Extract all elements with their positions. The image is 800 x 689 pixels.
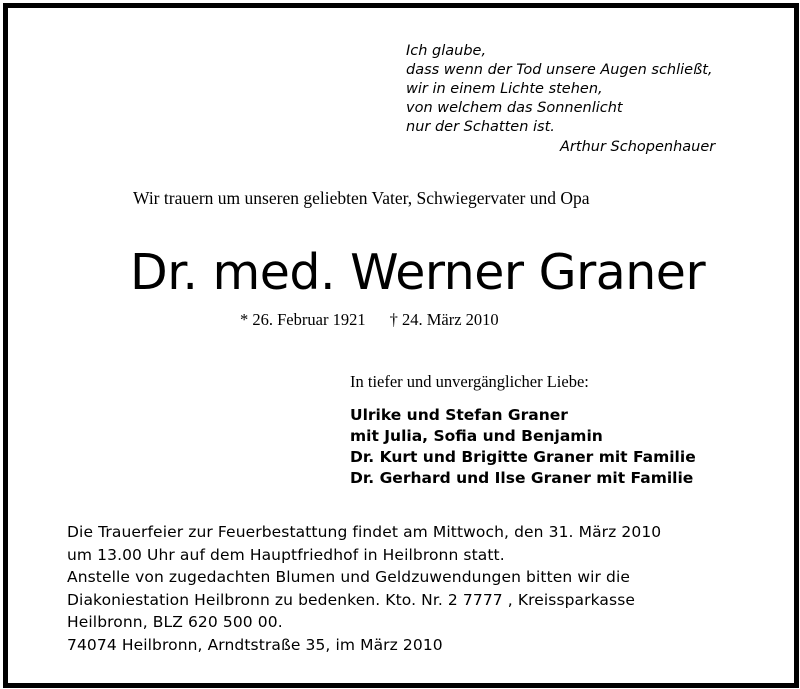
family-line: Ulrike und Stefan Graner: [350, 406, 568, 424]
footer-line: Heilbronn, BLZ 620 500 00.: [67, 613, 283, 631]
obituary-frame: [3, 3, 799, 688]
footer-line: Diakoniestation Heilbronn zu bedenken. Kto. Nr. 2 7777 , Kreissparkasse: [67, 590, 636, 609]
love-line: In tiefer und unvergänglicher Liebe:: [350, 372, 589, 391]
intro-text: Wir trauern um unseren geliebten Vater, Schwiegervater und Opa: [133, 188, 590, 208]
quote-line: von welchem das Sonnenlicht: [406, 100, 623, 116]
birth-date: * 26. Februar 1921: [240, 310, 366, 329]
footer-line: 74074 Heilbronn, Arndtstraße 35, im März 2010: [67, 635, 443, 654]
footer-line: Die Trauerfeier zur Feuerbestattung findet am Mittwoch, den 31. März 2010: [67, 523, 662, 541]
quote-block: [406, 42, 713, 137]
quote-line: nur der Schatten ist.: [406, 119, 555, 135]
footer-line: Anstelle von zugedachten Blumen und Geldzuwendungen bitten wir die: [67, 568, 630, 586]
footer-line: um 13.00 Uhr auf dem Hauptfriedhof in Heilbronn statt.: [67, 545, 505, 564]
quote-line: dass wenn der Tod unsere Augen schließt,: [406, 62, 713, 78]
footer-block: [67, 521, 661, 656]
quote-author: Arthur Schopenhauer: [560, 139, 716, 155]
death-date: † 24. März 2010: [389, 310, 499, 329]
quote-line: wir in einem Lichte stehen,: [406, 81, 603, 97]
family-line: Dr. Kurt und Brigitte Graner mit Familie: [350, 448, 696, 466]
quote-line: Ich glaube,: [406, 43, 487, 59]
family-line: Dr. Gerhard und Ilse Graner mit Familie: [350, 469, 694, 487]
family-line: mit Julia, Sofia und Benjamin: [350, 427, 603, 445]
deceased-name: Dr. med. Werner Graner: [130, 244, 706, 301]
family-list: [350, 405, 696, 489]
life-dates: [240, 310, 499, 330]
